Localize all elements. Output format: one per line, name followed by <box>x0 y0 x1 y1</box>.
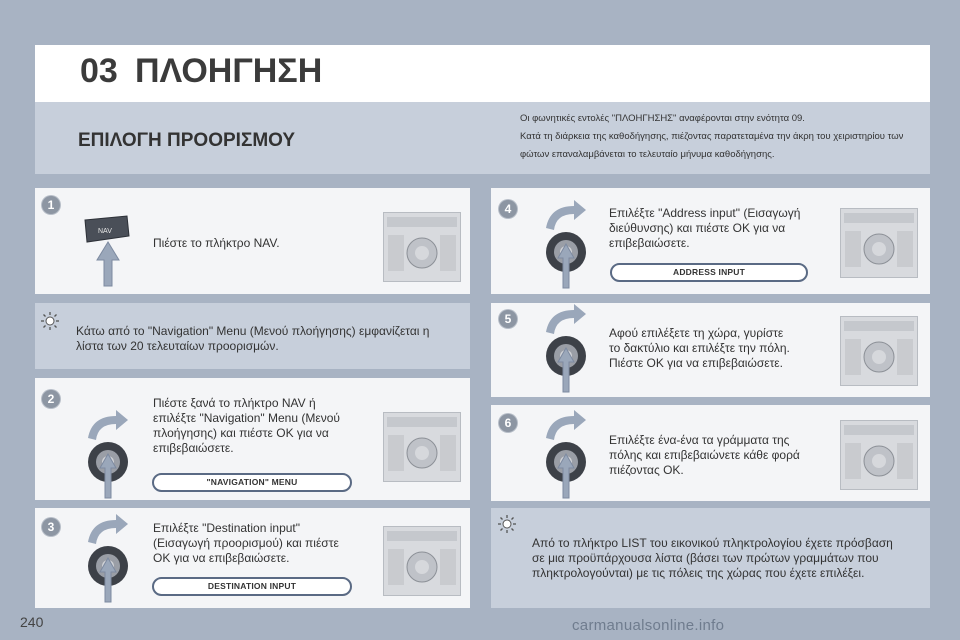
chapter-title: ΠΛΟΗΓΗΣΗ <box>135 52 323 90</box>
step-text-4: Επιλέξτε "Address input" (Εισαγωγή διεύθυνσης) και πιέστε OK για να επιβεβαιώσετε. <box>609 206 801 250</box>
step-badge-4: 4 <box>499 200 517 218</box>
page-number: 240 <box>20 614 44 630</box>
step-badge-5: 5 <box>499 310 517 328</box>
step-text-5: Αφού επιλέξετε τη χώρα, γυρίστε το δακτύλιο και επιλέξτε την πόλη. Πιέστε OK για να επιβεβαιώσετε. <box>609 326 790 370</box>
note-line: Οι φωνητικές εντολές "ΠΛΟΗΓΗΣΗΣ" αναφέρονται στην ενότητα 09. <box>520 113 805 124</box>
sun-icon <box>40 311 60 331</box>
step-badge-3: 3 <box>42 518 60 536</box>
step-text-3: Επιλέξτε "Destination input" (Εισαγωγή προορισμού) και πιέστε OK για να επιβεβαιώσετε. <box>153 521 339 565</box>
rotary-knob-illustration <box>538 304 598 394</box>
step-badge-2: 2 <box>42 390 60 408</box>
nav-key-label: NAV <box>98 228 112 235</box>
radio-unit-illustration <box>383 412 461 482</box>
screen-label-destination-input: DESTINATION INPUT <box>152 577 352 596</box>
radio-unit-illustration <box>840 208 918 278</box>
watermark: carmanualsonline.info <box>572 617 725 634</box>
rotary-knob-illustration <box>538 410 598 500</box>
step-badge-6: 6 <box>499 414 517 432</box>
radio-unit-illustration <box>840 316 918 386</box>
screen-label-address-input: ADDRESS INPUT <box>610 263 808 282</box>
radio-unit-illustration <box>383 526 461 596</box>
section-title: ΕΠΙΛΟΓΗ ΠΡΟΟΡΙΣΜΟΥ <box>78 130 296 151</box>
nav-key-illustration <box>83 212 133 287</box>
note-line: φώτων επαναλαμβάνεται το τελευταίο μήνυμα καθοδήγησης. <box>520 149 775 160</box>
tip-text-1: Κάτω από το "Navigation" Menu (Μενού πλοήγησης) εμφανίζεται η λίστα των 20 τελευταίων προορισμών. <box>76 324 430 353</box>
step-text-6: Επιλέξτε ένα-ένα τα γράμματα της πόλης και επιβεβαιώνετε κάθε φορά πιέζοντας OK. <box>609 433 800 477</box>
step-text-1: Πιέστε το πλήκτρο NAV. <box>153 236 280 250</box>
radio-unit-illustration <box>383 212 461 282</box>
rotary-knob-illustration <box>538 200 598 290</box>
tip-text-2: Από το πλήκτρο LIST του εικονικού πληκτρολογίου έχετε πρόσβαση σε μια προϋπάρχουσα λίστα (βάσει των πρώτων γραμμάτων που πληκτρολογούνται) με τις πόλεις της χώρας που έχετε επιλέξει. <box>532 536 893 580</box>
note-line: Κατά τη διάρκεια της καθοδήγησης, πιέζοντας παρατεταμένα την άκρη του χειριστηρίου των <box>520 131 904 142</box>
chapter-number: 03 <box>80 52 118 90</box>
screen-label-navigation-menu: "NAVIGATION" MENU <box>152 473 352 492</box>
rotary-knob-illustration <box>80 514 140 604</box>
section-note <box>520 110 920 164</box>
step-text-2: Πιέστε ξανά το πλήκτρο NAV ή επιλέξτε "Navigation" Menu (Μενού πλοήγησης) και πιέστε OK για να επιβεβαιώσετε. <box>153 396 340 455</box>
rotary-knob-illustration <box>80 410 140 500</box>
radio-unit-illustration <box>840 420 918 490</box>
sun-icon <box>497 514 517 534</box>
step-badge-1: 1 <box>42 196 60 214</box>
